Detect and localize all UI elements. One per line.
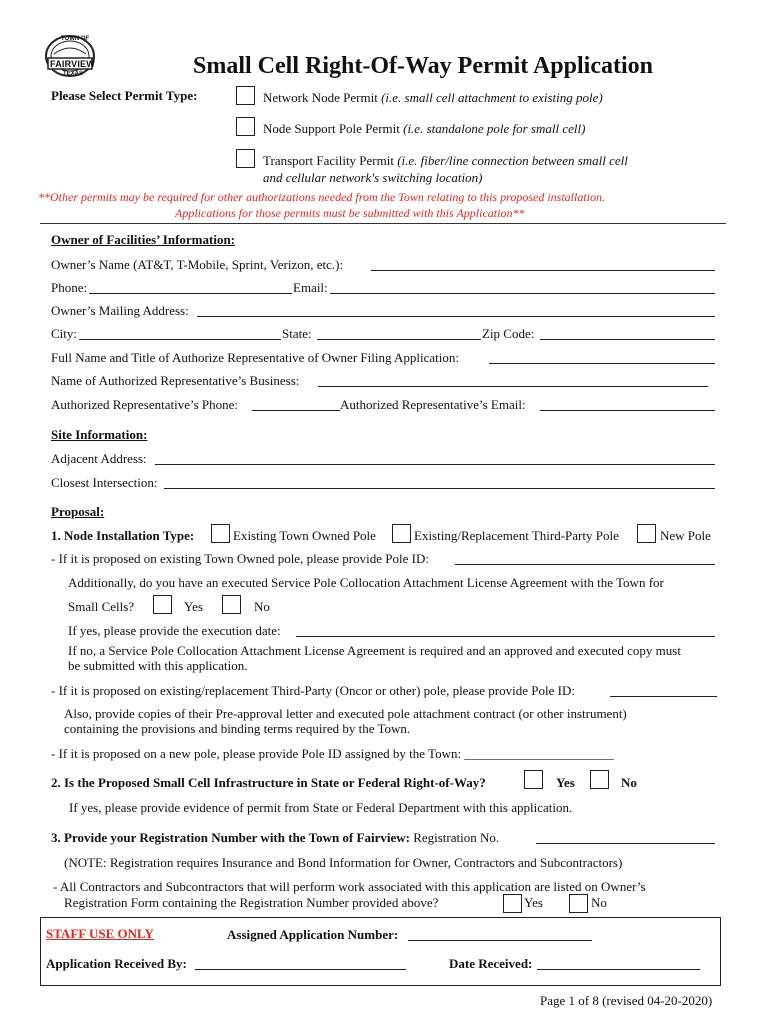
also-line2: containing the provisions and binding terms required by the Town. — [64, 721, 411, 736]
registration-number-field[interactable] — [536, 843, 715, 844]
agreement-yes-label: Yes — [184, 599, 203, 614]
owner-heading: Owner of Facilities’ Information: — [51, 232, 236, 247]
rep-name-label: Full Name and Title of Authorize Representative of Owner Filing Application: — [51, 350, 459, 365]
row-yes-checkbox[interactable] — [524, 770, 543, 789]
mailing-address-field[interactable] — [197, 316, 715, 317]
rep-phone-label: Authorized Representative’s Phone: — [51, 397, 239, 412]
small-cells-label: Small Cells? — [68, 599, 135, 614]
phone-label: Phone: — [51, 280, 88, 295]
proposal-heading: Proposal: — [51, 504, 105, 519]
adjacent-address-field[interactable] — [155, 464, 715, 465]
q3-note: (NOTE: Registration requires Insurance and Bond Information for Owner, Contractors and Subcontractors) — [64, 855, 623, 870]
if-no-line1: If no, a Service Pole Collocation Attachment License Agreement is required and an approved and executed copy must — [68, 643, 681, 658]
third-party-pole-checkbox[interactable] — [392, 524, 411, 543]
third-party-pole-id-label: - If it is proposed on existing/replacement Third-Party (Oncor or other) pole, please provide Pole ID: — [51, 683, 575, 698]
q3-row: 3. Provide your Registration Number with the Town of Fairview: Registration No. — [51, 830, 500, 845]
row-no-checkbox[interactable] — [590, 770, 609, 789]
zip-field[interactable] — [540, 339, 715, 340]
contractors-yes-checkbox[interactable] — [503, 894, 522, 913]
agreement-no-label: No — [254, 599, 270, 614]
execution-date-field[interactable] — [296, 636, 715, 637]
phone-field[interactable] — [89, 293, 292, 294]
received-by-label: Application Received By: — [46, 956, 187, 971]
contractors-yes-label: Yes — [524, 895, 543, 910]
page-title: Small Cell Right-Of-Way Permit Application — [193, 53, 653, 79]
contractors-line2: Registration Form containing the Registration Number provided above? — [64, 895, 439, 910]
staff-use-heading: STAFF USE ONLY — [46, 926, 154, 941]
new-pole-label: New Pole — [660, 528, 711, 543]
if-no-line2: be submitted with this application. — [68, 658, 248, 673]
date-received-label: Date Received: — [449, 956, 533, 971]
town-pole-id-label: - If it is proposed on existing Town Owned pole, please provide Pole ID: — [51, 551, 429, 566]
notice-divider — [40, 223, 726, 224]
city-field[interactable] — [79, 339, 281, 340]
adjacent-address-label: Adjacent Address: — [51, 451, 147, 466]
owner-name-field[interactable] — [371, 270, 715, 271]
town-pole-id-field[interactable] — [455, 564, 715, 565]
node-support-pole-checkbox[interactable] — [236, 117, 255, 136]
town-owned-pole-checkbox[interactable] — [211, 524, 230, 543]
new-pole-id-label: - If it is proposed on a new pole, please provide Pole ID assigned by the Town: _______________________ — [51, 746, 614, 761]
permit-type-label: Please Select Permit Type: — [51, 88, 198, 103]
network-node-checkbox[interactable] — [236, 86, 255, 105]
date-received-field[interactable] — [537, 969, 700, 970]
closest-intersection-field[interactable] — [164, 488, 715, 489]
agreement-yes-checkbox[interactable] — [153, 595, 172, 614]
assigned-number-field[interactable] — [408, 940, 592, 941]
q2-label: 2. Is the Proposed Small Cell Infrastructure in State or Federal Right-of-Way? — [51, 775, 486, 790]
additionally-text: Additionally, do you have an executed Service Pole Collocation Attachment License Agreement with the Town for — [68, 575, 664, 590]
page-footer: Page 1 of 8 (revised 04-20-2020) — [540, 993, 713, 1008]
third-party-pole-label: Existing/Replacement Third-Party Pole — [414, 528, 619, 543]
also-line1: Also, provide copies of their Pre-approval letter and executed pole attachment contract (or other instrument) — [64, 706, 627, 721]
site-heading: Site Information: — [51, 427, 148, 442]
third-party-pole-id-field[interactable] — [610, 696, 717, 697]
notice-line1: **Other permits may be required for other authorizations needed from the Town relating to this proposed installation. — [38, 190, 605, 204]
transport-facility-option: Transport Facility Permit (i.e. fiber/line connection between small cell — [263, 153, 628, 168]
town-owned-pole-label: Existing Town Owned Pole — [233, 528, 376, 543]
q2-note: If yes, please provide evidence of permit from State or Federal Department with this application. — [69, 800, 573, 815]
rep-name-field[interactable] — [489, 363, 715, 364]
contractors-no-checkbox[interactable] — [569, 894, 588, 913]
city-label: City: — [51, 326, 78, 341]
contractors-no-label: No — [591, 895, 607, 910]
row-yes-label: Yes — [556, 775, 575, 790]
received-by-field[interactable] — [195, 969, 406, 970]
rep-business-label: Name of Authorized Representative’s Business: — [51, 373, 300, 388]
agreement-no-checkbox[interactable] — [222, 595, 241, 614]
closest-intersection-label: Closest Intersection: — [51, 475, 158, 490]
rep-phone-field[interactable] — [252, 410, 340, 411]
logo-name: FAIRVIEW — [50, 59, 95, 69]
town-logo — [40, 34, 100, 82]
rep-email-field[interactable] — [540, 410, 715, 411]
rep-email-label: Authorized Representative’s Email: — [340, 397, 526, 412]
email-label: Email: — [293, 280, 328, 295]
transport-facility-desc-line2: and cellular network's switching location) — [263, 170, 483, 185]
node-support-pole-option: Node Support Pole Permit (i.e. standalone pole for small cell) — [263, 121, 586, 136]
email-field[interactable] — [330, 293, 715, 294]
rep-business-field[interactable] — [318, 386, 708, 387]
zip-label: Zip Code: — [482, 326, 535, 341]
state-label: State: — [282, 326, 312, 341]
new-pole-checkbox[interactable] — [637, 524, 656, 543]
notice-line2: Applications for those permits must be submitted with this Application** — [175, 206, 525, 220]
assigned-number-label: Assigned Application Number: — [227, 927, 399, 942]
owner-name-label: Owner’s Name (AT&T, T-Mobile, Sprint, Verizon, etc.): — [51, 257, 344, 272]
row-no-label: No — [621, 775, 637, 790]
logo-top-text: TOWN OF — [61, 36, 90, 42]
contractors-line1: - All Contractors and Subcontractors that will perform work associated with this application are listed on Owner’s — [53, 879, 646, 894]
logo-bottom-text: TEXAS — [63, 71, 84, 77]
state-field[interactable] — [317, 339, 481, 340]
q1-label: 1. Node Installation Type: — [51, 528, 195, 543]
execution-date-label: If yes, please provide the execution date: — [68, 623, 281, 638]
mailing-address-label: Owner’s Mailing Address: — [51, 303, 189, 318]
transport-facility-checkbox[interactable] — [236, 149, 255, 168]
network-node-option: Network Node Permit (i.e. small cell attachment to existing pole) — [263, 90, 603, 105]
